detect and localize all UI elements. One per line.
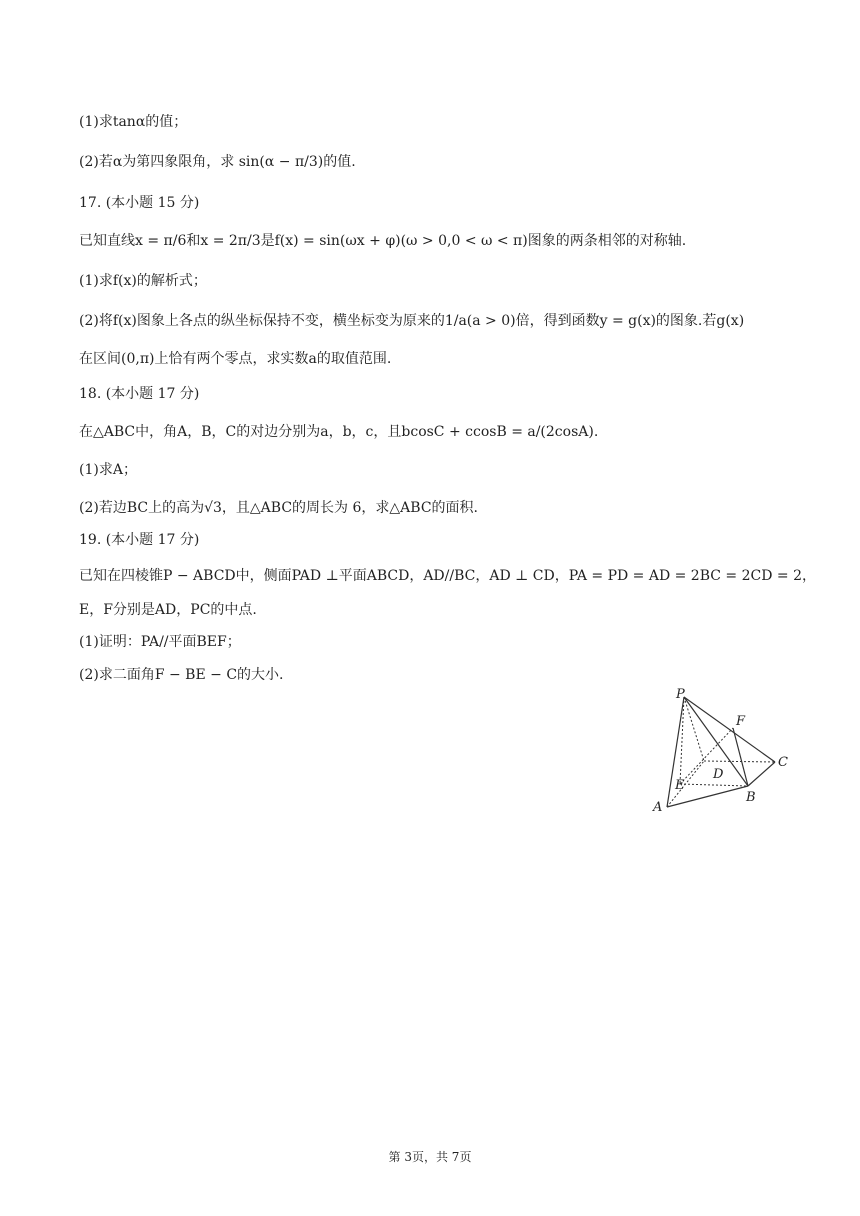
page-footer: 第 3页，共 7页 — [388, 1150, 472, 1164]
label-F: F — [736, 714, 746, 729]
q16-part2: (2)若α为第四象限角，求 sin(α − π/3)的值. — [79, 154, 356, 170]
q17-stem: 已知直线x = π/6和x = 2π/3是f(x) = sin(ωx + φ)(ω > 0,0 < ω < π)图象的两条相邻的对称轴. — [79, 233, 687, 249]
label-D: D — [713, 767, 724, 782]
edge-PC — [684, 697, 775, 762]
q18-title: 18. (本小题 17 分) — [79, 386, 200, 402]
label-E: E — [675, 778, 685, 793]
q19-part1: (1)证明：PA//平面BEF； — [79, 634, 241, 650]
q18-stem: 在△ABC中，角A，B，C的对边分别为a，b，c，且bcosC + ccosB = a/(2cosA). — [79, 424, 599, 440]
edge-DC — [704, 761, 775, 762]
q19-stem-line1: 已知在四棱锥P − ABCD中，侧面PAD ⊥平面ABCD，AD//BC，AD ⊥ CD，PA = PD = AD = 2BC = 2CD = 2， — [79, 568, 816, 584]
edge-BC — [748, 762, 775, 786]
q17-title: 17. (本小题 15 分) — [79, 195, 200, 211]
edge-EB — [680, 784, 748, 786]
q19-title: 19. (本小题 17 分) — [79, 532, 200, 548]
q17-part2-line2: 在区间(0,π)上恰有两个零点，求实数a的取值范围. — [79, 351, 392, 367]
q17-part1: (1)求f(x)的解析式； — [79, 273, 207, 289]
label-C: C — [778, 755, 788, 770]
edge-EF — [680, 728, 733, 784]
q17-part2-line1: (2)将f(x)图象上各点的纵坐标保持不变，横坐标变为原来的1/a(a > 0)倍，得到函数y = g(x)的图象.若g(x) — [79, 313, 745, 329]
q18-part1: (1)求A； — [79, 462, 137, 478]
label-A: A — [653, 800, 663, 815]
label-P: P — [676, 687, 685, 702]
q16-part1: (1)求tanα的值； — [79, 114, 188, 130]
pyramid-figure — [650, 685, 795, 815]
edge-PD — [684, 697, 704, 761]
q19-stem-line2: E，F分别是AD，PC的中点. — [79, 602, 257, 618]
label-B: B — [746, 790, 756, 805]
q19-part2: (2)求二面角F − BE − C的大小. — [79, 667, 284, 683]
q18-part2: (2)若边BC上的高为√3，且△ABC的周长为 6，求△ABC的面积. — [79, 500, 478, 516]
